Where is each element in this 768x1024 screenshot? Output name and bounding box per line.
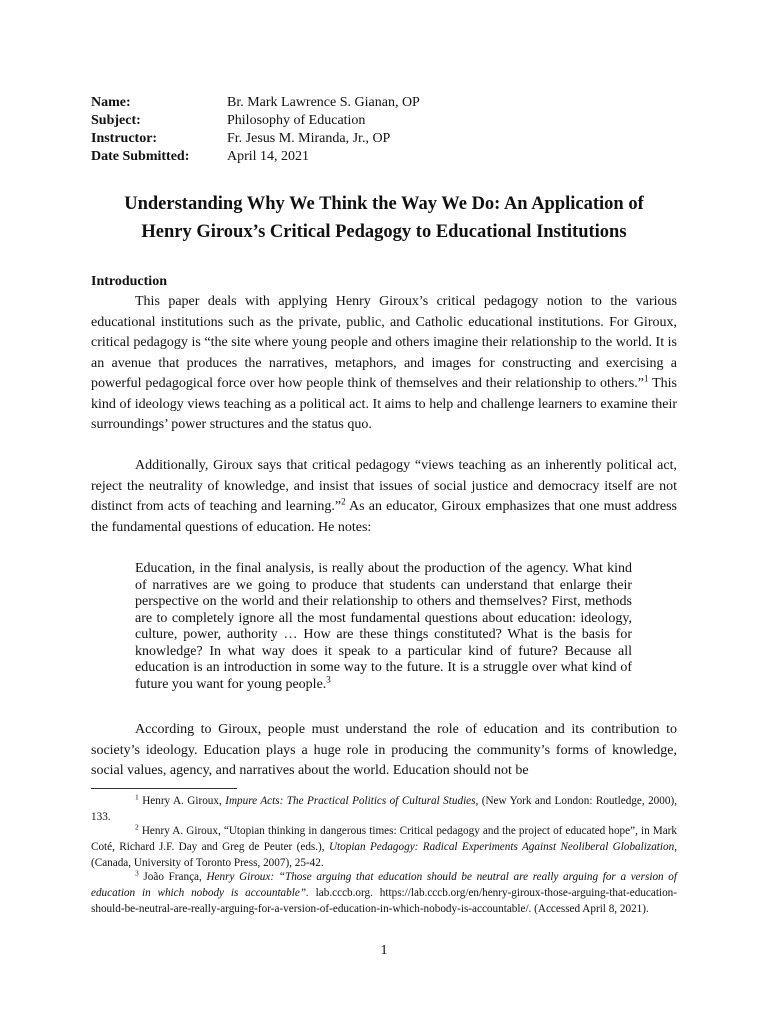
footnote-1-source: , (New York and London: Routledge, 2000), 133. (91, 795, 677, 823)
footnote-separator (91, 788, 237, 789)
paragraph-1 (91, 292, 677, 436)
paper-title (60, 190, 708, 246)
footnote-ref-1[interactable]: 1 (643, 373, 649, 384)
paragraph-2-text-continued: As an educator, Giroux emphasizes that one must address the fundamental questions of education. He notes: (91, 499, 677, 535)
title-line-1: Understanding Why We Think the Way We Do: An Application of (124, 194, 644, 214)
footnote-3-title: Henry Giroux: “Those arguing that education should be neutral are really arguing for a version of education in which nobody is accountable”. (91, 871, 677, 899)
footnote-ref-3[interactable]: 3 (326, 673, 331, 684)
footnote-1-title: Impure Acts: The Practical Politics of Cultural Studies (225, 795, 476, 807)
date-label: Date Submitted: (91, 149, 190, 164)
instructor-label: Instructor: (91, 131, 158, 146)
introduction-heading: Introduction (91, 274, 167, 289)
paragraph-2 (91, 456, 677, 538)
title-line-2: Henry Giroux’s Critical Pedagogy to Educational Institutions (141, 222, 627, 242)
footnote-1-text: Henry A. Giroux, (138, 795, 226, 807)
name-value: Br. Mark Lawrence S. Gianan, OP (227, 95, 420, 110)
subject-value: Philosophy of Education (227, 113, 366, 128)
submission-details (91, 94, 420, 166)
name-label: Name: (91, 95, 131, 110)
block-quote (135, 561, 632, 693)
footnote-1 (91, 793, 677, 825)
instructor-value: Fr. Jesus M. Miranda, Jr., OP (227, 131, 391, 146)
paragraph-2-text: Additionally, Giroux says that critical pedagogy “views teaching as an inherently political act, reject the neutrality of knowledge, and insist that issues of social justice and democracy itself are not distinct from acts of teaching and learning.” (91, 458, 677, 514)
paragraph-3: According to Giroux, people must understand the role of education and its contribution to society’s ideology. Education plays a huge role in producing the community’s forms of knowledge, social values, agency, and narratives about the world. Education should not be (91, 722, 677, 778)
block-quote-text: Education, in the final analysis, is really about the production of the agency. What kind of narratives are we going to produce that students can understand that enlarge their perspective on the world and their relationship to others and themselves? First, methods are to completely ignore all the most fundamental questions about education: ideology, culture, power, authority … How are these things constituted? What is the basis for knowledge? In what way does it speak to a particular kind of future? Because all education is an introduction in some way to the future. It is a struggle over what kind of future you want for young people. (135, 561, 632, 692)
footnote-2-title: Utopian Pedagogy: Radical Experiments Against Neoliberal Globalization, (328, 841, 677, 853)
subject-label: Subject: (91, 113, 141, 128)
footnote-2-source: (Canada, University of Toronto Press, 2007), 25-42. (91, 857, 324, 869)
footnote-1-number: 1 (135, 792, 139, 802)
date-row (91, 148, 420, 166)
footnote-3-source: lab.cccb.org. https://lab.cccb.org/en/henry-giroux-those-arguing-that-education-should-be-neutral-are-really-arguing-for-a-version-of-education-in-which-nobody-is-accountable/. (Accessed April 8, 2021). (91, 887, 677, 915)
footnote-ref-2[interactable]: 2 (341, 496, 346, 507)
paragraph-1-text: This paper deals with applying Henry Giroux’s critical pedagogy notion to the various educational institutions such as the private, public, and Catholic educational institutions. For Giroux, critical pedagogy is “the site where young people and others imagine their relationship to the world. It is an avenue that produces the narratives, metaphors, and images for constructing and exercising a powerful pedagogical force over how people think of themselves and their relationship to others.” (91, 294, 677, 391)
date-value: April 14, 2021 (227, 149, 310, 164)
subject-row (91, 112, 420, 130)
name-row (91, 94, 420, 112)
footnote-2-text: Henry A. Giroux, “Utopian thinking in dangerous times: Critical pedagogy and the project of educated hope”, in Mark Coté, Richard J.F. Day and Greg de Peuter (eds.), (91, 825, 677, 853)
footnote-2 (91, 823, 677, 871)
footnote-3-text: João França, (138, 871, 207, 883)
footnote-3 (91, 869, 677, 917)
paragraph-1-text-continued: This kind of ideology views teaching as a political act. It aims to help and challenge learners to examine their surroundings’ power structures and the status quo. (91, 376, 677, 432)
footnote-2-number: 2 (135, 822, 139, 832)
page-number: 1 (380, 943, 388, 958)
footnote-3-number: 3 (135, 868, 139, 878)
instructor-row (91, 130, 420, 148)
